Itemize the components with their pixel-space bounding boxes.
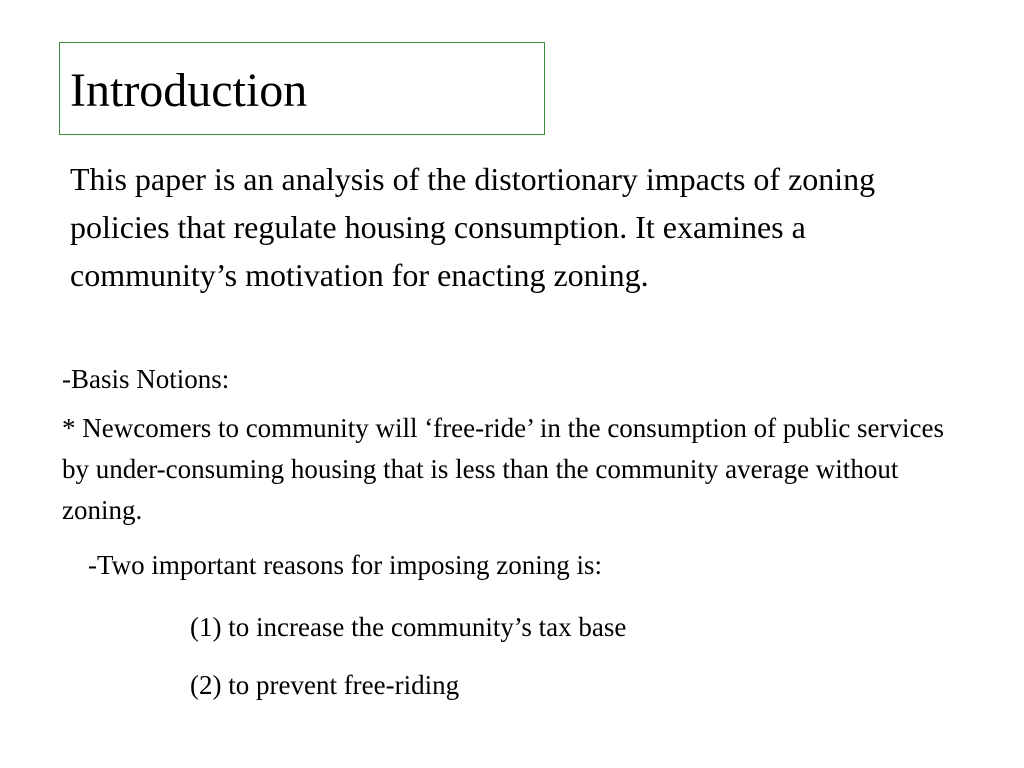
basis-notions-heading: -Basis Notions: xyxy=(62,364,230,394)
slide-title: Introduction xyxy=(70,64,308,117)
title-box xyxy=(59,42,545,135)
newcomers-note: * Newcomers to community will ‘free-ride’ in the consumption of public services by under-consuming housing that is less than the community average without zoning. xyxy=(62,413,945,525)
reason-item-tax-base: (1) to increase the community’s tax base xyxy=(190,612,627,642)
reason-item-free-riding: (2) to prevent free-riding xyxy=(190,670,460,700)
reasons-heading: -Two important reasons for imposing zoning is: xyxy=(88,550,603,580)
intro-paragraph: This paper is an analysis of the distortionary impacts of zoning policies that regulate housing consumption. It examines a community’s motivation for enacting zoning. xyxy=(70,161,876,293)
